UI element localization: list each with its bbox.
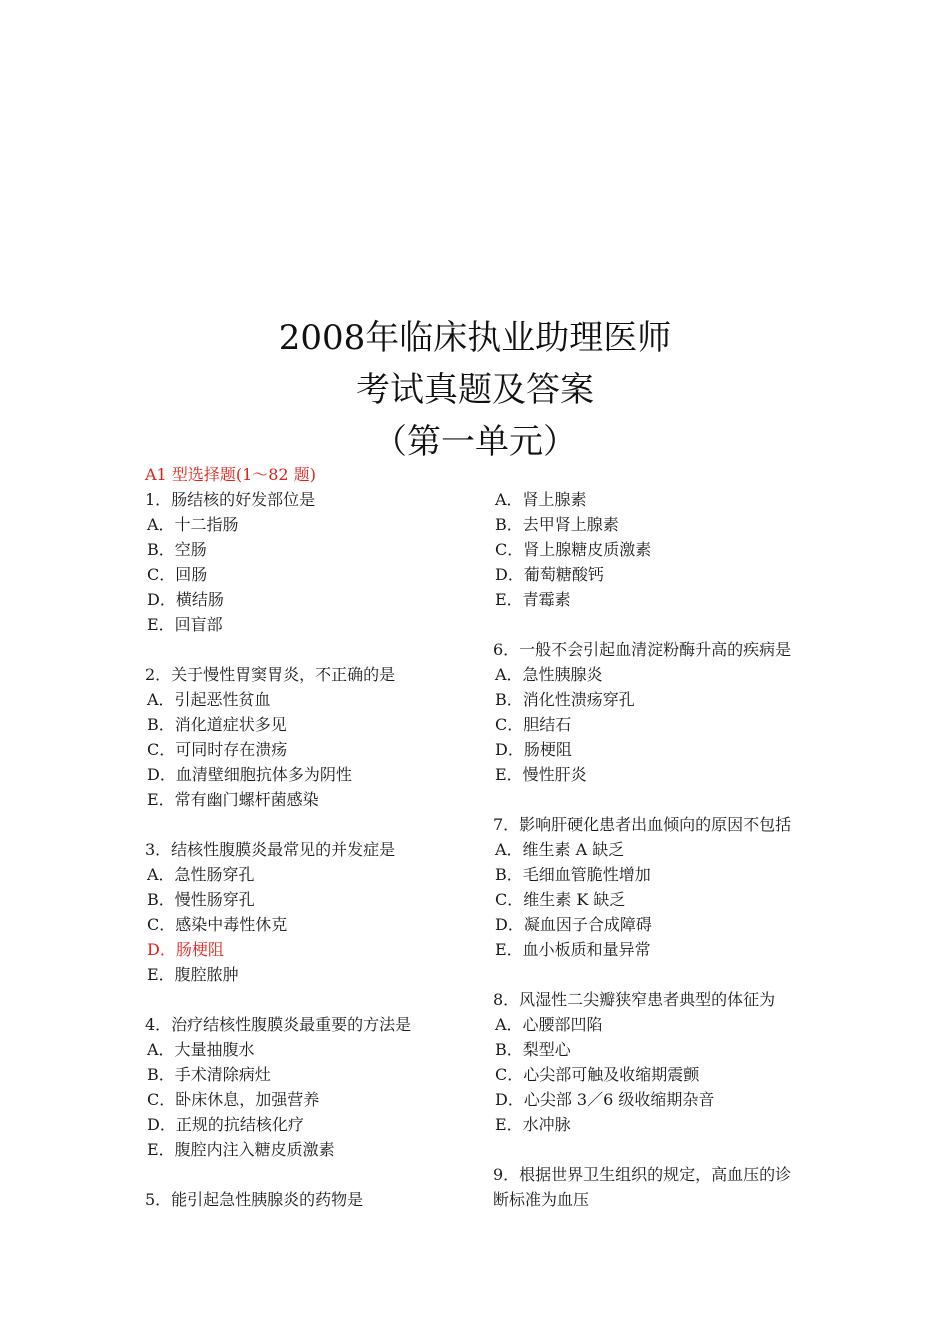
answer-option: C．心尖部可触及收缩期震颤 (495, 1065, 700, 1084)
answer-option: B．消化道症状多见 (147, 715, 287, 734)
answer-option: B．手术清除病灶 (147, 1065, 271, 1084)
answer-option: C．维生素 K 缺乏 (495, 890, 626, 909)
spacer (145, 637, 465, 662)
answer-option: E．常有幽门螺杆菌感染 (147, 790, 319, 809)
answer-option: C．感染中毒性休克 (147, 915, 288, 934)
question-stem: 4．治疗结核性腹膜炎最重要的方法是 (145, 1015, 412, 1034)
question-stem: 8．风湿性二尖瓣狭窄患者典型的体征为 (493, 990, 776, 1009)
question-stem: 1．肠结核的好发部位是 (145, 490, 316, 509)
answer-option: B．梨型心 (495, 1040, 571, 1059)
answer-option: E．腹腔脓肿 (147, 965, 239, 984)
spacer (493, 612, 813, 637)
answer-option: D．血清壁细胞抗体多为阴性 (147, 765, 352, 784)
answer-option: A．急性肠穿孔 (147, 865, 255, 884)
spacer (145, 812, 465, 837)
answer-option: E．青霉素 (495, 590, 571, 609)
answer-option: D．葡萄糖酸钙 (495, 565, 604, 584)
answer-option: D．凝血因子合成障碍 (495, 915, 652, 934)
answer-option: A．肾上腺素 (495, 490, 587, 509)
spacer (493, 962, 813, 987)
answer-option: C．卧床休息，加强营养 (147, 1090, 320, 1109)
right-questions (493, 487, 813, 1212)
answer-option: D．正规的抗结核化疗 (147, 1115, 304, 1134)
answer-option: A．十二指肠 (147, 515, 239, 534)
left-questions (145, 487, 465, 1212)
title-line-2: 考试真题及答案 (356, 370, 594, 410)
section-heading: A1 型选择题(1～82 题) (145, 465, 316, 484)
answer-option: C．可同时存在溃疡 (147, 740, 288, 759)
answer-option: E．血小板质和量异常 (495, 940, 651, 959)
answer-option: A．心腰部凹陷 (495, 1015, 603, 1034)
title-line-3: （第一单元） (373, 422, 577, 462)
answer-option: B．去甲肾上腺素 (495, 515, 619, 534)
question-stem: 9．根据世界卫生组织的规定，高血压的诊 (493, 1165, 792, 1184)
question-stem: 3．结核性腹膜炎最常见的并发症是 (145, 840, 396, 859)
spacer (145, 987, 465, 1012)
answer-option: A．大量抽腹水 (147, 1040, 255, 1059)
answer-option: E．慢性肝炎 (495, 765, 587, 784)
question-stem: 6．一般不会引起血清淀粉酶升高的疾病是 (493, 640, 792, 659)
answer-option: E．腹腔内注入糖皮质激素 (147, 1140, 335, 1159)
question-stem: 2．关于慢性胃窦胃炎，不正确的是 (145, 665, 396, 684)
answer-option: D．肠梗阻 (495, 740, 572, 759)
question-stem: 5．能引起急性胰腺炎的药物是 (145, 1190, 364, 1209)
answer-option: C．肾上腺糖皮质激素 (495, 540, 652, 559)
answer-option: A．维生素 A 缺乏 (495, 840, 625, 859)
answer-option: D．心尖部 3／6 级收缩期杂音 (495, 1090, 715, 1109)
spacer (493, 1137, 813, 1162)
answer-option: C．回肠 (147, 565, 208, 584)
answer-option: E．回盲部 (147, 615, 223, 634)
spacer (493, 787, 813, 812)
answer-option: B．慢性肠穿孔 (147, 890, 255, 909)
answer-option: A．急性胰腺炎 (495, 665, 603, 684)
answer-option: B．毛细血管脆性增加 (495, 865, 651, 884)
title-line-1: 2008年临床执业助理医师 (278, 318, 672, 358)
document-title (0, 312, 950, 468)
answer-option: C．胆结石 (495, 715, 572, 734)
answer-option: D．横结肠 (147, 590, 224, 609)
answer-option-highlighted: D．肠梗阻 (147, 940, 224, 959)
spacer (145, 1162, 465, 1187)
left-column (145, 462, 465, 1212)
right-column (493, 487, 813, 1212)
answer-option: A．引起恶性贫血 (147, 690, 271, 709)
question-stem: 7．影响肝硬化患者出血倾向的原因不包括 (493, 815, 792, 834)
answer-option: E．水冲脉 (495, 1115, 571, 1134)
answer-option: B．消化性溃疡穿孔 (495, 690, 635, 709)
question-stem-continued: 断标准为血压 (493, 1190, 590, 1209)
answer-option: B．空肠 (147, 540, 207, 559)
